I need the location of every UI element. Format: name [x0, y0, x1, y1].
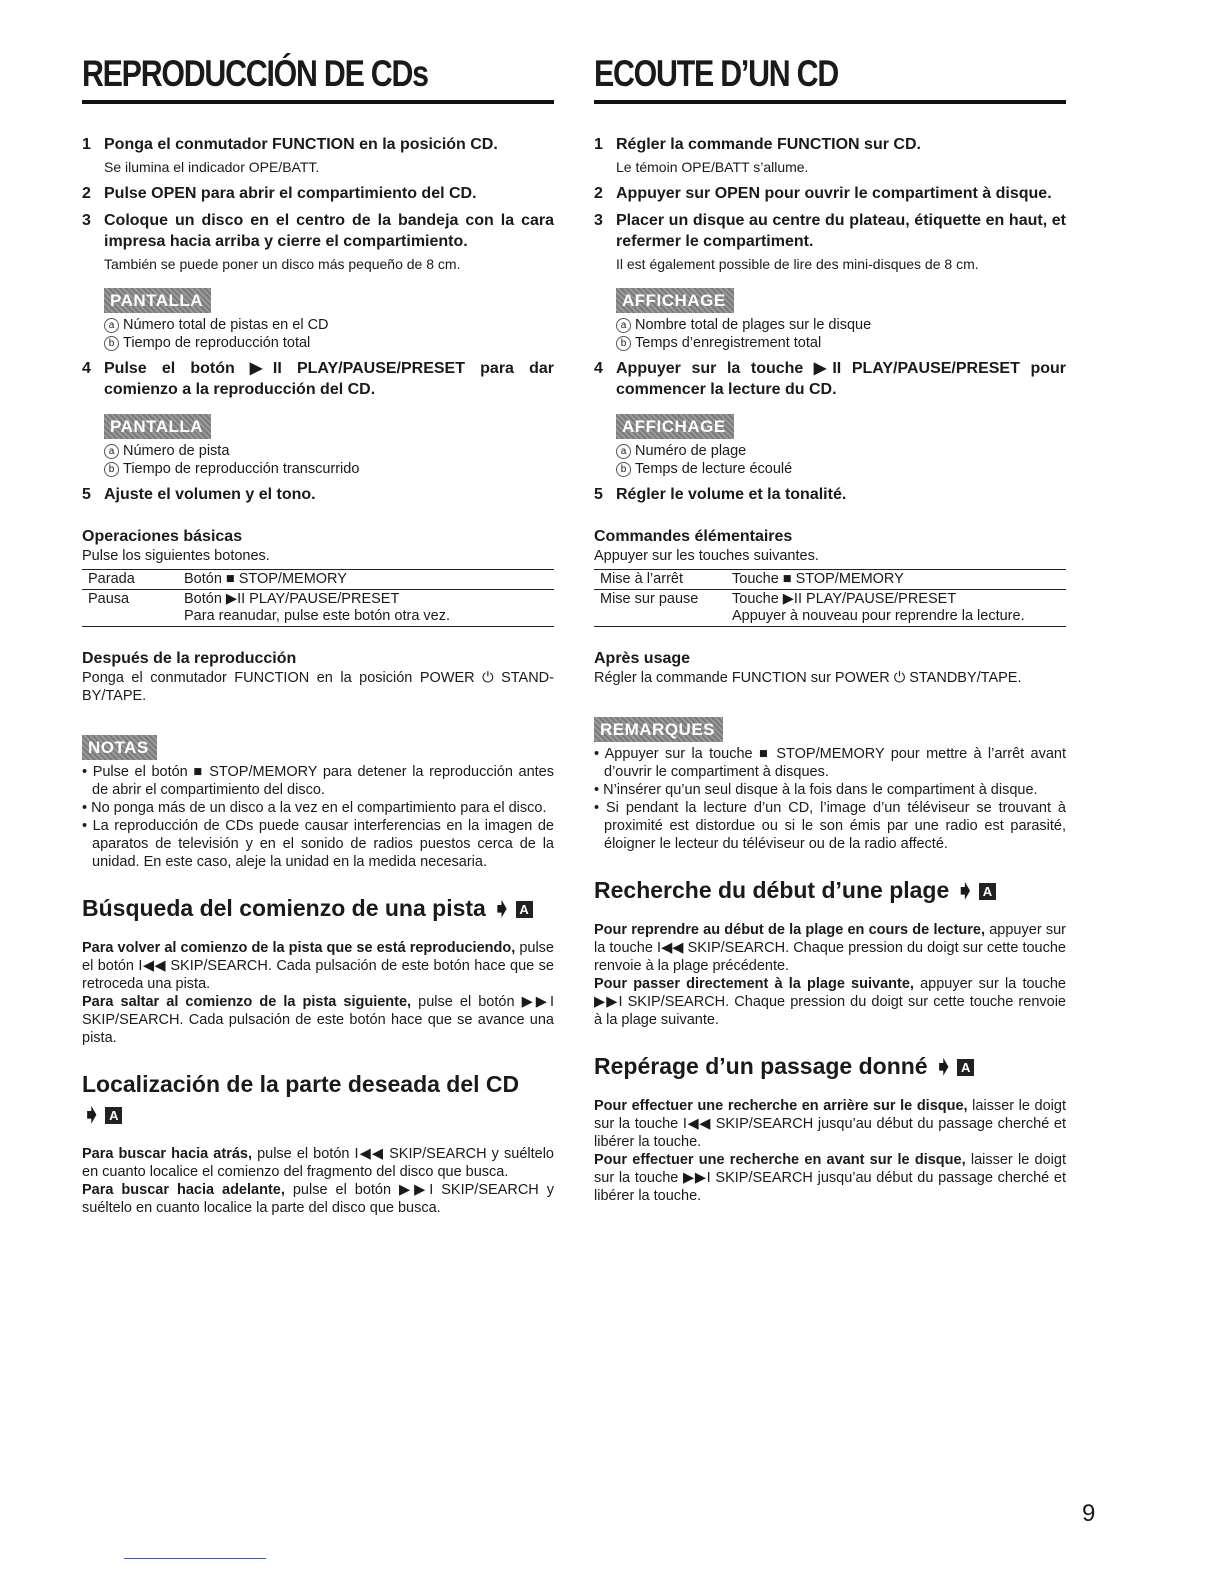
step-3 [82, 210, 554, 352]
step-number: 3 [594, 212, 603, 229]
ops-value: Botón ▶II PLAY/PAUSE/PRESET [184, 591, 400, 607]
page-title: REPRODUCCIÓN DE CDs [82, 53, 428, 94]
notes-badge: NOTAS [82, 735, 157, 760]
ops-label: Pausa [82, 590, 178, 627]
step-number: 2 [594, 185, 603, 202]
ops-intro: Pulse los siguientes botones. [82, 548, 270, 564]
after-heading: Après usage [594, 650, 691, 667]
step-number: 5 [82, 486, 91, 503]
ops-value: Botón ■ STOP/MEMORY [178, 570, 554, 590]
ops-table [594, 569, 1066, 627]
display-item-a: a Numéro de plage [616, 442, 1066, 460]
display-badge: PANTALLA [104, 288, 211, 313]
list-item: • Pulse el botón ■ STOP/MEMORY para detener la reproducción antes de abrir el compartimiento del disco. [82, 763, 554, 799]
step-number: 1 [82, 136, 91, 153]
locate-heading: Localización de la parte deseada del CD ➧ A [82, 1071, 520, 1127]
notes-list [82, 763, 554, 871]
locate-paragraph-1: Para buscar hacia atrás, pulse el botón I◀◀ SKIP/SEARCH y suéltelo en cuanto localice el comienzo del fragmento del disco que busca. [82, 1146, 554, 1180]
ops-label: Mise sur pause [594, 590, 726, 627]
search-paragraph-2: Pour passer directement à la plage suivante, appuyer sur la touche ▶▶I SKIP/SEARCH. Chaque pression du doigt sur cette touche renvoie à la plage suivante. [594, 976, 1066, 1028]
ops-heading: Operaciones básicas [82, 528, 243, 545]
footer-line [124, 1558, 266, 1559]
list-item: • No ponga más de un disco a la vez en el compartimiento para el disco. [82, 799, 554, 817]
step-2 [82, 183, 554, 204]
table-row [594, 590, 1066, 627]
step-text: Coloque un disco en el centro de la bandeja con la cara impresa hacia arriba y cierre el compartimiento. [104, 212, 554, 250]
step-note: Le témoin OPE/BATT s’allume. [616, 159, 809, 175]
ops-heading: Commandes élémentaires [594, 528, 793, 545]
step-5 [594, 484, 1066, 505]
display-item-b: b Temps d’enregistrement total [616, 334, 1066, 352]
display-item-b: b Temps de lecture écoulé [616, 460, 1066, 478]
circle-b-icon: b [104, 462, 119, 477]
display-item-a: a Nombre total de plages sur le disque [616, 316, 1066, 334]
list-item: • N’insérer qu’un seul disque à la fois dans le compartiment à disque. [594, 781, 1066, 799]
a-marker-icon: A [979, 883, 996, 900]
circle-a-icon: a [616, 444, 631, 459]
circle-b-icon: b [616, 462, 631, 477]
search-paragraph-2: Para saltar al comienzo de la pista siguiente, pulse el botón ▶▶I SKIP/SEARCH. Cada pulsación de este botón hace que se avance una pista. [82, 994, 554, 1046]
step-number: 5 [594, 486, 603, 503]
step-1 [594, 134, 1066, 177]
step-note: También se puede poner un disco más pequeño de 8 cm. [104, 256, 461, 272]
step-4 [594, 358, 1066, 478]
step-number: 4 [82, 360, 91, 377]
ops-extra: Para reanudar, pulse este botón otra vez. [184, 608, 451, 624]
french-column [594, 52, 1066, 1205]
title-rule [82, 100, 554, 104]
display-item-a: a Número de pista [104, 442, 554, 460]
step-5 [82, 484, 554, 505]
ops-label: Mise à l’arrêt [594, 570, 726, 590]
display-item-a: a Número total de pistas en el CD [104, 316, 554, 334]
ops-extra: Appuyer à nouveau pour reprendre la lecture. [732, 608, 1025, 624]
display-badge: AFFICHAGE [616, 288, 734, 313]
page-number: 9 [1082, 1500, 1096, 1527]
step-1 [82, 134, 554, 177]
after-text: Régler la commande FUNCTION sur POWER ⏻ STANDBY/TAPE. [594, 670, 1022, 686]
ops-value: Touche ▶II PLAY/PAUSE/PRESET [732, 591, 957, 607]
a-marker-icon: A [516, 901, 533, 918]
search-paragraph-1: Para volver al comienzo de la pista que se está reproduciendo, pulse el botón I◀◀ SKIP/SEARCH. Cada pulsación de este botón hace que se retroceda una pista. [82, 940, 554, 992]
step-4 [82, 358, 554, 478]
circle-a-icon: a [104, 318, 119, 333]
page-title: ECOUTE D’UN CD [594, 53, 839, 94]
search-heading: Recherche du début d’une plage ➧ A [594, 875, 1066, 905]
step-note: Il est également possible de lire des mini-disques de 8 cm. [616, 256, 979, 272]
step-number: 1 [594, 136, 603, 153]
step-text: Ajuste el volumen y el tono. [104, 486, 316, 503]
a-marker-icon: A [105, 1107, 122, 1124]
locate-heading: Repérage d’un passage donné ➧ A [594, 1051, 1066, 1081]
step-number: 3 [82, 212, 91, 229]
step-number: 2 [82, 185, 91, 202]
table-row [82, 570, 554, 590]
display-item-b: b Tiempo de reproducción transcurrido [104, 460, 554, 478]
list-item: • Appuyer sur la touche ■ STOP/MEMORY pour mettre à l’arrêt avant d’ouvrir le compartiment à disques. [594, 745, 1066, 781]
title-rule [594, 100, 1066, 104]
table-row [82, 590, 554, 627]
ops-label: Parada [82, 570, 178, 590]
circle-b-icon: b [616, 336, 631, 351]
step-note: Se ilumina el indicador OPE/BATT. [104, 159, 320, 175]
locate-paragraph-1: Pour effectuer une recherche en arrière sur le disque, laisser le doigt sur la touche I◀◀ SKIP/SEARCH jusqu’au début du passage cherché et libérer la touche. [594, 1098, 1066, 1150]
locate-paragraph-2: Para buscar hacia adelante, pulse el botón ▶▶I SKIP/SEARCH y suéltelo en cuanto localice la parte del disco que busca. [82, 1182, 554, 1216]
step-text: Appuyer sur OPEN pour ouvrir le compartiment à disque. [616, 185, 1052, 202]
after-heading: Después de la reproducción [82, 650, 297, 667]
circle-a-icon: a [616, 318, 631, 333]
circle-b-icon: b [104, 336, 119, 351]
spanish-column [82, 52, 554, 1217]
circle-a-icon: a [104, 444, 119, 459]
ops-value: Touche ■ STOP/MEMORY [726, 570, 1066, 590]
step-text: Régler le volume et la tonalité. [616, 486, 847, 503]
step-number: 4 [594, 360, 603, 377]
step-3 [594, 210, 1066, 352]
step-text: Pulse el botón ▶II PLAY/PAUSE/PRESET para dar comienzo a la reproducción del CD. [104, 360, 554, 398]
ops-intro: Appuyer sur les touches suivantes. [594, 548, 819, 564]
ops-table [82, 569, 554, 627]
table-row [594, 570, 1066, 590]
search-heading: Búsqueda del comienzo de una pista ➧ A [82, 893, 554, 923]
step-text: Pulse OPEN para abrir el compartimiento del CD. [104, 185, 477, 202]
list-item: • La reproducción de CDs puede causar interferencias en la imagen de aparatos de televisión y en el sonido de radios puestos cerca de la unidad. En este caso, aleje la unidad en la medida necesaria. [82, 817, 554, 871]
after-text: Ponga el conmutador FUNCTION en la posición POWER ⏻ STAND-BY/TAPE. [82, 670, 554, 704]
step-text: Régler la commande FUNCTION sur CD. [616, 136, 921, 153]
display-badge: PANTALLA [104, 414, 211, 439]
step-text: Appuyer sur la touche ▶II PLAY/PAUSE/PRESET pour commencer la lecture du CD. [616, 360, 1066, 398]
list-item: • Si pendant la lecture d’un CD, l’image d’un téléviseur se trouvant à proximité est distordue ou si le son émis par une radio est parasité, éloigner le lecteur du téléviseur ou de la radio affecté. [594, 799, 1066, 853]
a-marker-icon: A [957, 1059, 974, 1076]
step-text: Ponga el conmutador FUNCTION en la posición CD. [104, 136, 498, 153]
notes-list [594, 745, 1066, 853]
locate-paragraph-2: Pour effectuer une recherche en avant sur le disque, laisser le doigt sur la touche ▶▶I SKIP/SEARCH jusqu’au début du passage cherché et libérer la touche. [594, 1152, 1066, 1204]
step-text: Placer un disque au centre du plateau, étiquette en haut, et refermer le compartiment. [616, 212, 1066, 250]
display-badge: AFFICHAGE [616, 414, 734, 439]
display-item-b: b Tiempo de reproducción total [104, 334, 554, 352]
notes-badge: REMARQUES [594, 717, 723, 742]
step-2 [594, 183, 1066, 204]
search-paragraph-1: Pour reprendre au début de la plage en cours de lecture, appuyer sur la touche I◀◀ SKIP/SEARCH. Chaque pression du doigt sur cette touche renvoie à la plage précédente. [594, 922, 1066, 974]
